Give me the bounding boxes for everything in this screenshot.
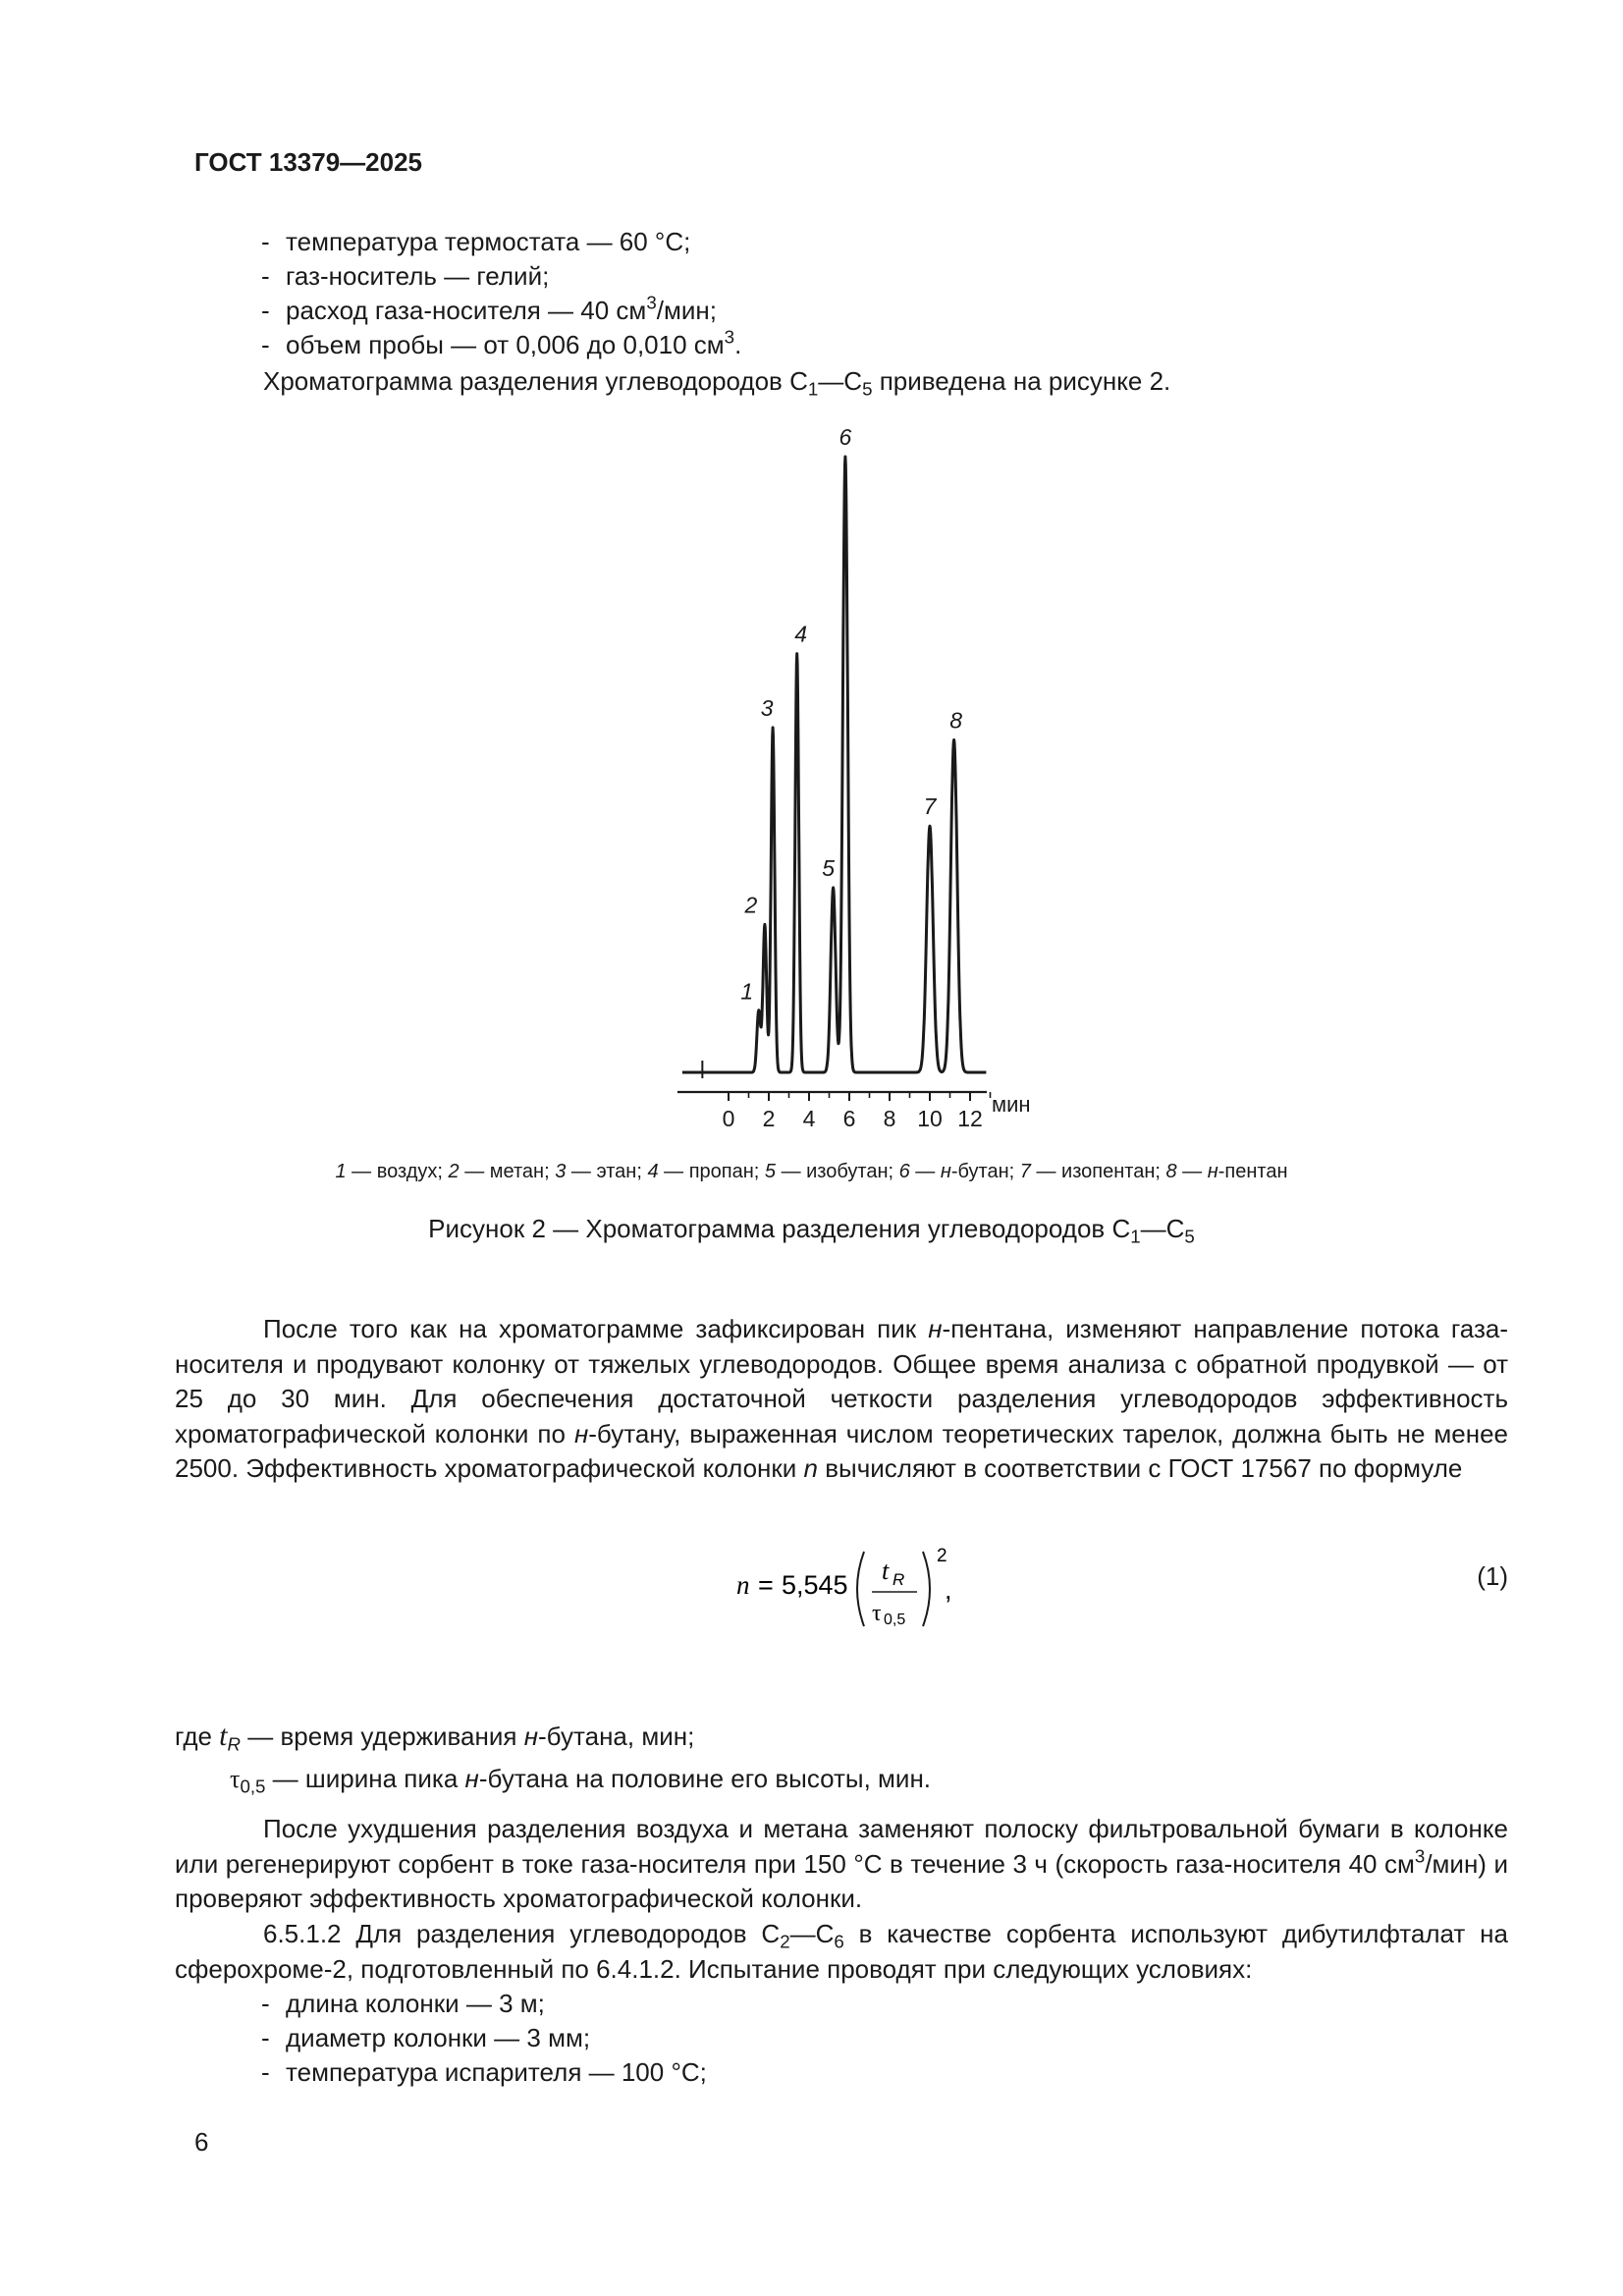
peak-label: 2 bbox=[744, 892, 758, 918]
formula-eq: = bbox=[758, 1570, 774, 1600]
where-line: $\tau_{0,5}$ — ширина пика н-бутана на половине его высоты, мин. bbox=[230, 1764, 932, 1797]
equation-number: (1) bbox=[1477, 1561, 1508, 1591]
formula-denominator-sub: 0,5 bbox=[884, 1612, 906, 1628]
formula-power: 2 bbox=[937, 1546, 947, 1566]
formula-denominator: τ bbox=[872, 1601, 882, 1626]
condition-item: - диаметр колонки — 3 мм; bbox=[261, 2023, 591, 2052]
peak-label: 4 bbox=[794, 621, 808, 647]
condition-item: - длина колонки — 3 м; bbox=[261, 1989, 545, 2018]
condition-item: - температура испарителя — 100 °C; bbox=[261, 2057, 707, 2087]
figure-legend: 1 — воздух; 2 — метан; 3 — этан; 4 — пропан; 5 — изобутан; 6 — н-бутан; 7 — изопентан; 8 — н-пентан bbox=[335, 1161, 1288, 1182]
efficiency-formula bbox=[736, 1540, 992, 1638]
x-tick-label: 2 bbox=[762, 1106, 776, 1131]
figure-caption: Рисунок 2 — Хроматограмма разделения углеводородов $С_1—С_5$ bbox=[428, 1214, 1195, 1247]
formula-coef: 5,545 bbox=[782, 1570, 848, 1600]
peak-label: 7 bbox=[923, 793, 937, 820]
x-tick-label: 10 bbox=[917, 1106, 943, 1131]
formula-numerator-sub: R bbox=[893, 1570, 905, 1589]
x-axis-label: мин bbox=[992, 1092, 1031, 1117]
page-number: 6 bbox=[194, 2127, 209, 2157]
formula-lhs: n bbox=[736, 1570, 750, 1600]
x-tick-label: 12 bbox=[957, 1106, 983, 1131]
right-paren bbox=[923, 1552, 930, 1626]
paragraph: После ухудшения разделения воздуха и метана заменяют полоску фильтровальной бумаги в колонке или регенерируют сорбент в токе газа-носителя при 150 °С в течение 3 ч (скорость газа-носителя 40 $см^3/мин$) и проверяют эффективность хроматографической колонки. bbox=[175, 1814, 1509, 1913]
condition-item: - расход газа-носителя — 40 $см^3$/мин; bbox=[261, 292, 717, 325]
paragraph: 6.5.1.2 Для разделения углеводородов $С_2—С_6$ в качестве сорбента используют дибутилфталат на сферохроме-2, подготовленный по 6.4.1.2. Испытание проводят при следующих условиях: bbox=[175, 1919, 1508, 1984]
peak-label: 8 bbox=[949, 707, 962, 734]
x-tick-label: 4 bbox=[802, 1106, 816, 1131]
chromatogram-trace bbox=[682, 457, 987, 1072]
condition-item: - температура термостата — 60 °C; bbox=[261, 227, 691, 256]
condition-item: - газ-носитель — гелий; bbox=[261, 261, 550, 291]
where-line: где $t_R$ — время удерживания н-бутана, мин; bbox=[175, 1720, 695, 1755]
peak-label: 1 bbox=[740, 978, 754, 1005]
chromatogram-chart bbox=[677, 412, 1070, 1139]
condition-item: - объем пробы — от 0,006 до 0,010 $см^3$. bbox=[261, 326, 742, 359]
x-tick-label: 0 bbox=[722, 1106, 735, 1131]
peak-label: 6 bbox=[839, 424, 852, 450]
intro-line: Хроматограмма разделения углеводородов $С_1—С_5$ приведена на рисунке 2. bbox=[263, 366, 1171, 400]
peak-label: 3 bbox=[760, 694, 774, 721]
formula-comma: , bbox=[945, 1575, 952, 1605]
formula-numerator: t bbox=[882, 1557, 890, 1585]
left-paren bbox=[857, 1552, 864, 1626]
x-tick-label: 8 bbox=[883, 1106, 896, 1131]
paragraph: После того как на хроматограмме зафиксирован пик н-пентана, изменяют направление потока газа-носителя и продувают колонку от тяжелых углеводородов. Общее время анализа с обратной продувкой — от 25 до 30 мин. Для обеспечения достаточной четкости разделения углеводородов эффективность хроматографической колонки по н-бутану, выраженная числом теоретических тарелок, должна быть не менее 2500. Эффективность хроматографической колонки n вычисляют в соответствии с ГОСТ 17567 по формуле bbox=[175, 1314, 1508, 1483]
peak-label: 5 bbox=[822, 854, 835, 881]
x-tick-label: 6 bbox=[842, 1106, 856, 1131]
document-header: ГОСТ 13379—2025 bbox=[194, 147, 422, 177]
